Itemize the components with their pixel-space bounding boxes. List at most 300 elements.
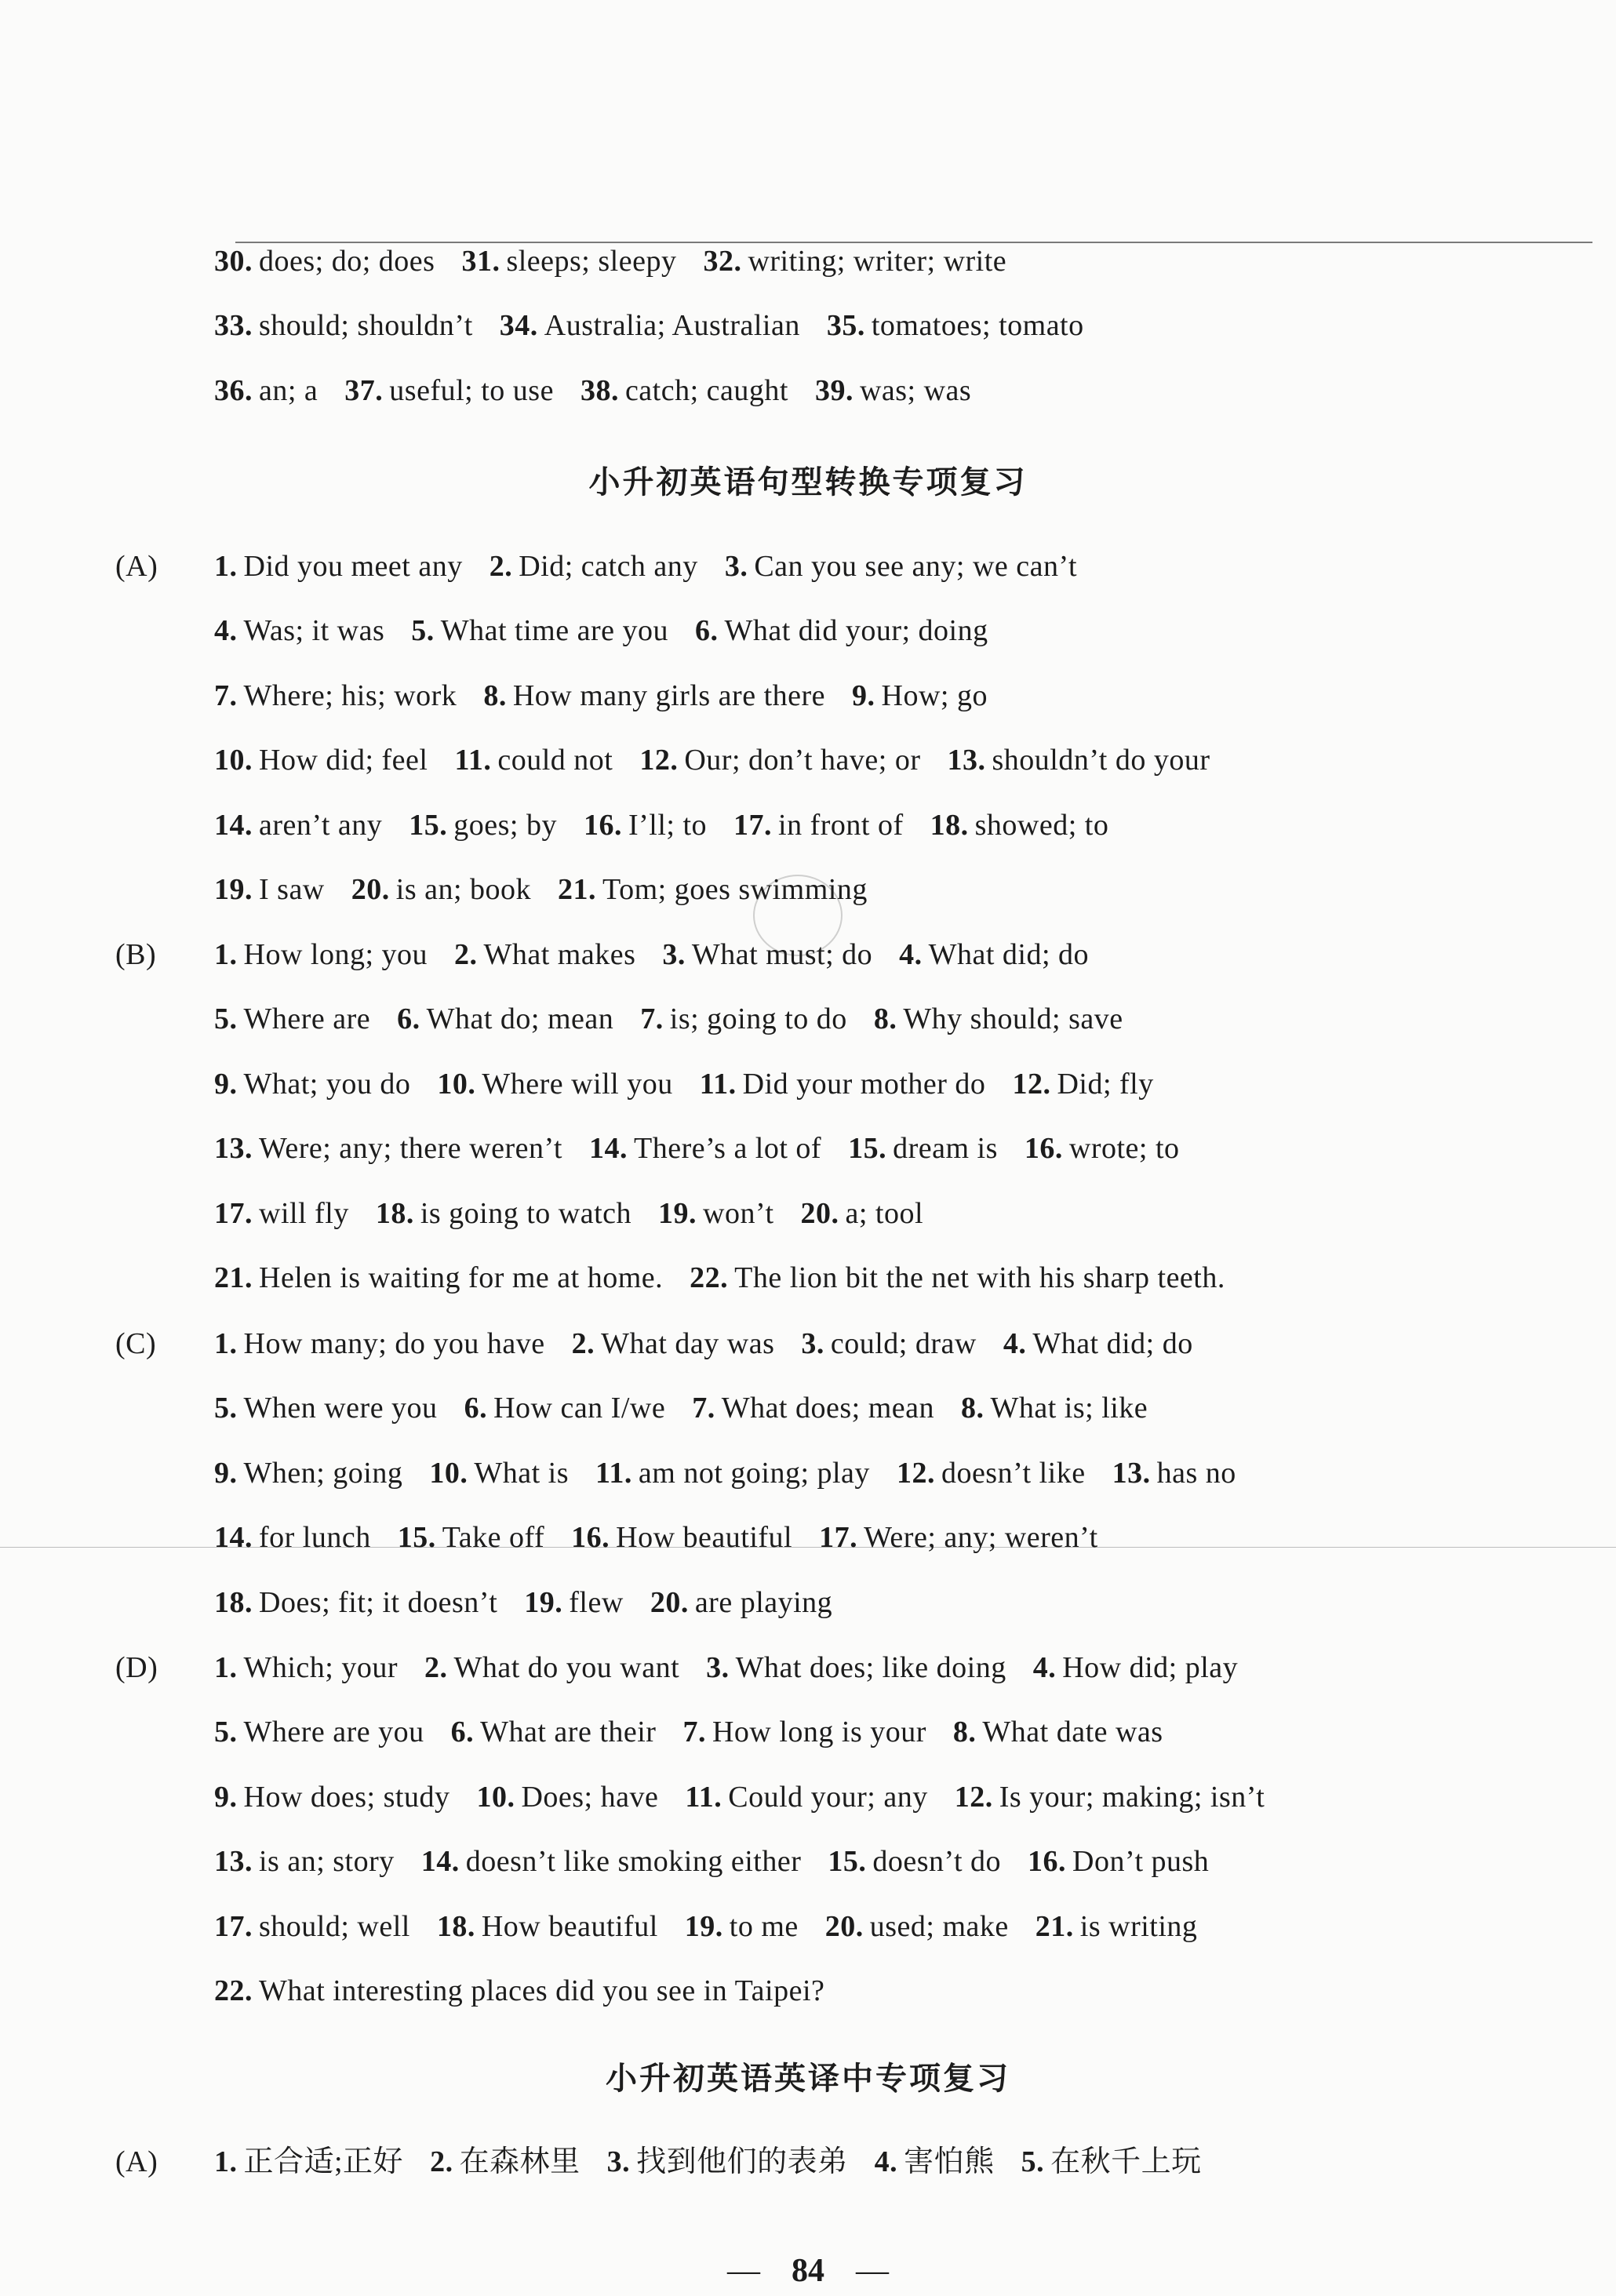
answer-line (214, 242, 1006, 280)
question-number: 10. (214, 744, 253, 777)
answer-text: doesn’t do (872, 1845, 1002, 1879)
question-number: 13. (214, 1132, 253, 1166)
answer-text: Were; any; weren’t (864, 1521, 1098, 1555)
answer-text: writing; writer; write (748, 245, 1007, 278)
answer-item (1035, 1908, 1198, 1945)
answer-item (490, 548, 698, 585)
answer-item (690, 1259, 1225, 1297)
answer-text: is going to watch (420, 1196, 632, 1230)
question-number: 12. (1012, 1067, 1051, 1101)
answer-item (214, 1843, 395, 1880)
answer-item (955, 1778, 1265, 1816)
answer-text: catch; caught (624, 373, 788, 407)
answer-item (815, 372, 971, 409)
question-number: 12. (896, 1456, 935, 1490)
answer-item (454, 741, 613, 779)
answer-item (1003, 1325, 1193, 1363)
answer-item (214, 1195, 349, 1232)
answer-text: was; was (859, 373, 972, 407)
answer-text: Our; don’t have; or (684, 744, 921, 777)
answer-text: won’t (703, 1196, 774, 1230)
answer-item (695, 612, 988, 650)
answer-text: Don’t push (1072, 1845, 1210, 1879)
answer-text: is an; book (395, 873, 532, 906)
answer-text: Were; any; there weren’t (259, 1132, 562, 1166)
section-label: (A) (115, 2145, 158, 2178)
answer-text: is an; story (259, 1845, 395, 1879)
answer-item (650, 1584, 832, 1621)
answer-item (344, 372, 554, 409)
question-number: 14. (214, 808, 253, 842)
answer-item (953, 1713, 1163, 1751)
answer-text: an; a (259, 373, 318, 407)
answer-item (214, 1259, 663, 1297)
answer-text: What day was (601, 1327, 775, 1360)
question-number: 13. (947, 744, 986, 777)
answer-item (376, 1195, 631, 1232)
question-number: 5. (411, 614, 435, 648)
answer-text: What did; do (928, 938, 1090, 971)
answer-item (214, 1778, 449, 1816)
answer-text: I saw (259, 873, 325, 906)
answer-item (1012, 1065, 1153, 1103)
question-number: 6. (694, 614, 719, 648)
answer-item (524, 1584, 624, 1621)
answer-line (214, 1843, 1209, 1880)
answer-text: Tom; goes swimming (602, 873, 868, 906)
answer-text: How can I/we (493, 1392, 666, 1425)
answer-item (214, 1454, 402, 1492)
answer-line (214, 1454, 1236, 1492)
answer-item (825, 1908, 1009, 1945)
answer-text: useful; to use (389, 373, 554, 407)
answer-text: How many girls are there (512, 679, 826, 712)
answer-line (214, 307, 1084, 344)
answer-item (827, 307, 1084, 344)
question-number: 18. (214, 1585, 253, 1619)
answer-item (1028, 1843, 1209, 1880)
question-number: 18. (375, 1196, 414, 1230)
answer-item (897, 1454, 1086, 1492)
answer-item (571, 1519, 792, 1556)
answer-item (421, 1843, 802, 1880)
answer-item (706, 1649, 1006, 1687)
question-number: 7. (682, 1716, 706, 1749)
answer-item (801, 1195, 924, 1232)
answer-line (214, 1584, 832, 1621)
answer-item (692, 1389, 934, 1427)
answer-item (801, 1325, 976, 1363)
question-number: 8. (952, 1716, 977, 1749)
answer-item (685, 1908, 799, 1945)
answer-line (214, 612, 988, 650)
question-number: 36. (214, 373, 253, 407)
answer-text: should; shouldn’t (259, 309, 473, 343)
answer-text: is writing (1079, 1909, 1198, 1943)
question-number: 10. (476, 1780, 515, 1814)
question-number: 21. (558, 873, 597, 906)
answer-item (640, 1000, 847, 1038)
answer-item (703, 242, 1006, 280)
answer-text: sleeps; sleepy (506, 245, 677, 278)
question-number: 16. (1028, 1845, 1067, 1879)
question-number: 12. (954, 1780, 993, 1814)
answer-line (115, 1325, 1193, 1363)
answer-line (214, 1972, 824, 2010)
answer-line (115, 2143, 1202, 2181)
question-number: 16. (571, 1521, 610, 1555)
answer-item (500, 307, 800, 344)
answer-item (430, 2143, 581, 2181)
question-number: 5. (1021, 2145, 1045, 2178)
answer-item (214, 2143, 403, 2181)
answer-item (828, 1843, 1001, 1880)
answer-text: 在森林里 (459, 2145, 581, 2178)
answer-line (214, 1000, 1123, 1038)
question-number: 20. (800, 1196, 839, 1230)
answer-text: How did; play (1062, 1651, 1239, 1684)
answer-item (658, 1195, 773, 1232)
answer-item (1021, 2143, 1202, 2181)
question-number: 21. (1035, 1909, 1074, 1943)
answer-line (214, 1130, 1180, 1167)
answer-text: Which; your (243, 1651, 399, 1684)
question-number: 15. (828, 1845, 867, 1879)
answer-text: What did; do (1032, 1327, 1193, 1360)
answer-text: showed; to (974, 808, 1109, 842)
answer-item (214, 372, 318, 409)
question-number: 1. (214, 1651, 238, 1684)
answer-text: What time are you (440, 614, 668, 648)
answer-text: How does; study (243, 1780, 450, 1814)
answer-text: What are their (480, 1716, 657, 1749)
answer-line (214, 372, 971, 409)
answer-text: What interesting places did you see in Taipei? (259, 1974, 825, 2007)
answer-text: What do you want (453, 1651, 680, 1684)
question-number: 8. (961, 1392, 985, 1425)
answer-text: Did; catch any (519, 550, 698, 583)
answer-item (1033, 1649, 1238, 1687)
answer-text: How beautiful (481, 1909, 658, 1943)
question-number: 37. (344, 373, 384, 407)
answer-item (411, 612, 668, 650)
answer-item (848, 1130, 998, 1167)
answer-item (214, 548, 463, 585)
answer-text: Did you meet any (243, 550, 463, 583)
question-number: 17. (214, 1196, 253, 1230)
answer-text: to me (729, 1909, 799, 1943)
answer-text: Was; it was (243, 614, 385, 648)
answer-item (214, 806, 382, 844)
answer-item (214, 1519, 371, 1556)
answer-text: doesn’t like (941, 1456, 1086, 1490)
answer-item (397, 1000, 613, 1038)
answer-line (214, 1065, 1154, 1103)
question-number: 13. (1112, 1456, 1151, 1490)
question-number: 6. (397, 1002, 420, 1036)
answer-text: How; go (881, 679, 988, 712)
answer-text: is; going to do (669, 1002, 847, 1036)
answer-item (558, 871, 868, 908)
question-number: 16. (584, 808, 622, 842)
answer-item (214, 936, 428, 973)
question-number: 11. (595, 1456, 632, 1490)
answer-text: Australia; Australian (544, 309, 800, 343)
question-number: 17. (214, 1909, 253, 1943)
answer-item (214, 1972, 824, 2010)
answer-item (874, 1000, 1123, 1038)
answer-text: aren’t any (259, 808, 383, 842)
section-label: (D) (115, 1651, 158, 1684)
answer-item (214, 1389, 438, 1427)
answer-item (214, 1584, 497, 1621)
answer-text: When were you (243, 1392, 438, 1425)
answer-item (454, 936, 635, 973)
question-number: 3. (724, 550, 748, 583)
answer-item (214, 242, 435, 280)
answer-text: How many; do you have (243, 1327, 545, 1360)
question-number: 10. (429, 1456, 468, 1490)
answer-text: There’s a lot of (634, 1132, 822, 1166)
question-number: 15. (848, 1132, 887, 1166)
answer-text: How long is your (712, 1716, 926, 1749)
answer-item (725, 548, 1077, 585)
answer-text: could not (497, 744, 613, 777)
answer-text: Where are (243, 1002, 371, 1036)
question-number: 9. (214, 1456, 238, 1490)
answer-text: What makes (483, 938, 636, 971)
answer-line (115, 1649, 1239, 1687)
answer-text: What date was (982, 1716, 1163, 1749)
answer-line (214, 1908, 1197, 1945)
answer-item (581, 372, 788, 409)
question-number: 4. (214, 614, 238, 648)
answer-text: dream is (893, 1132, 998, 1166)
answer-text: will fly (259, 1196, 349, 1230)
question-number: 14. (214, 1521, 253, 1555)
answer-item (1025, 1130, 1180, 1167)
question-number: 30. (214, 245, 253, 278)
answer-item (351, 871, 531, 908)
answer-item (461, 242, 676, 280)
answer-item (595, 1454, 870, 1492)
answer-text: Does; have (521, 1780, 659, 1814)
answer-text: What; you do (243, 1067, 411, 1101)
answer-text: When; going (243, 1456, 403, 1490)
answer-text: What do; mean (426, 1002, 614, 1036)
question-number: 4. (1032, 1651, 1057, 1684)
answer-item (589, 1130, 821, 1167)
answer-text: Where; his; work (243, 679, 457, 712)
question-number: 32. (703, 245, 742, 278)
question-number: 8. (873, 1002, 897, 1036)
answer-item (214, 1713, 424, 1751)
answer-item (429, 1454, 569, 1492)
page-number: — 84 — (727, 2253, 889, 2289)
question-number: 3. (706, 1651, 730, 1684)
answer-item (464, 1389, 666, 1427)
answer-item (214, 1325, 545, 1363)
answer-item (424, 1649, 679, 1687)
question-number: 2. (571, 1327, 595, 1360)
answer-text: flew (569, 1585, 624, 1619)
answer-text: wrote; to (1068, 1132, 1180, 1166)
question-number: 9. (214, 1780, 238, 1814)
answer-text: How did; feel (259, 744, 428, 777)
question-number: 4. (874, 2145, 898, 2178)
answer-text: doesn’t like smoking either (465, 1845, 802, 1879)
question-number: 3. (801, 1327, 824, 1360)
answer-item (700, 1065, 986, 1103)
answer-item (930, 806, 1109, 844)
section-label: (A) (115, 550, 158, 583)
answer-item (572, 1325, 775, 1363)
answer-text: Why should; save (903, 1002, 1123, 1036)
question-number: 14. (589, 1132, 628, 1166)
question-number: 1. (214, 1327, 238, 1360)
answer-line (214, 1389, 1148, 1427)
answer-item (819, 1519, 1098, 1556)
question-number: 1. (214, 938, 238, 971)
question-number: 3. (662, 938, 686, 971)
answer-line (214, 1195, 923, 1232)
question-number: 12. (639, 744, 679, 777)
question-number: 39. (814, 373, 853, 407)
question-number: 33. (214, 309, 253, 343)
question-number: 38. (580, 373, 619, 407)
answer-text: Did; fly (1057, 1067, 1154, 1101)
answer-text: Did your mother do (742, 1067, 986, 1101)
answer-item (899, 936, 1089, 973)
answer-item (214, 677, 457, 715)
question-number: 7. (214, 679, 238, 712)
answer-line (214, 741, 1210, 779)
question-number: 11. (699, 1067, 737, 1101)
answer-text: a; tool (845, 1196, 924, 1230)
question-number: 5. (214, 1716, 238, 1749)
answer-item (398, 1519, 544, 1556)
question-number: 2. (430, 2145, 453, 2178)
answer-text: The lion bit the net with his sharp teeth. (734, 1261, 1225, 1294)
section-label: (B) (115, 938, 157, 971)
question-number: 22. (690, 1261, 729, 1294)
answer-line (214, 1713, 1163, 1751)
answer-item (214, 307, 473, 344)
question-number: 19. (214, 873, 253, 906)
question-number: 21. (214, 1261, 253, 1294)
answer-item (214, 612, 384, 650)
answer-line (214, 677, 988, 715)
question-number: 22. (214, 1974, 253, 2007)
answer-item (214, 1000, 370, 1038)
answer-text: 害怕熊 (904, 2145, 995, 2178)
question-number: 17. (733, 808, 773, 842)
question-number: 34. (499, 309, 538, 343)
question-number: 6. (450, 1716, 475, 1749)
answer-item (662, 936, 872, 973)
answer-text: What did your; doing (724, 614, 988, 648)
answer-item (409, 806, 557, 844)
answer-text: I’ll; to (628, 808, 708, 842)
question-number: 8. (483, 679, 507, 712)
answer-item (483, 677, 825, 715)
answer-text: in front of (778, 808, 904, 842)
question-number: 2. (489, 550, 513, 583)
answer-text: Could your; any (728, 1780, 928, 1814)
answer-item (214, 1908, 410, 1945)
answer-text: Where are you (243, 1716, 424, 1749)
question-number: 9. (214, 1067, 238, 1101)
question-number: 6. (464, 1392, 488, 1425)
question-number: 7. (640, 1002, 664, 1036)
answer-text: goes; by (453, 808, 557, 842)
answer-line (214, 1778, 1265, 1816)
answer-text: What must; do (691, 938, 873, 971)
answer-text: How long; you (243, 938, 428, 971)
question-number: 19. (684, 1909, 723, 1943)
answer-text: 找到他们的表弟 (636, 2145, 848, 2178)
question-number: 20. (650, 1585, 689, 1619)
question-number: 15. (409, 808, 448, 842)
question-number: 3. (606, 2145, 631, 2178)
question-number: 31. (461, 245, 500, 278)
answer-item (214, 1649, 398, 1687)
answer-item (961, 1389, 1148, 1427)
answer-item (214, 741, 428, 779)
answer-text: could; draw (830, 1327, 977, 1360)
answer-item (733, 806, 904, 844)
answer-text: has no (1156, 1456, 1236, 1490)
question-number: 5. (214, 1392, 238, 1425)
question-number: 2. (424, 1651, 448, 1684)
question-number: 19. (658, 1196, 697, 1230)
question-number: 7. (692, 1392, 715, 1425)
answer-line (214, 1519, 1098, 1556)
answer-text: am not going; play (638, 1456, 870, 1490)
answer-item (214, 871, 325, 908)
answer-text: used; make (869, 1909, 1009, 1943)
answer-item (875, 2143, 995, 2181)
question-number: 11. (685, 1780, 722, 1814)
answer-text: for lunch (259, 1521, 371, 1555)
answer-item (437, 1065, 672, 1103)
question-number: 20. (824, 1909, 864, 1943)
question-number: 9. (852, 679, 875, 712)
answer-text: should; well (259, 1909, 410, 1943)
question-number: 20. (351, 873, 390, 906)
question-number: 15. (397, 1521, 436, 1555)
answer-text: Take off (442, 1521, 545, 1555)
answer-text: What does; like doing (735, 1651, 1006, 1684)
answer-text: Helen is waiting for me at home. (259, 1261, 664, 1294)
question-number: 5. (214, 1002, 238, 1036)
answer-text: does; do; does (259, 245, 435, 278)
page-number-value: 84 (792, 2253, 824, 2289)
answer-line (214, 806, 1108, 844)
answer-text: are playing (694, 1585, 833, 1619)
answer-item (607, 2143, 848, 2181)
question-number: 2. (454, 938, 478, 971)
answer-item (584, 806, 707, 844)
answer-line (115, 936, 1090, 973)
question-number: 1. (214, 2145, 238, 2178)
answer-item (1112, 1454, 1236, 1492)
answer-item (451, 1713, 657, 1751)
question-number: 17. (819, 1521, 858, 1555)
question-number: 1. (214, 550, 238, 583)
answer-item (437, 1908, 658, 1945)
answer-text: What is (474, 1456, 569, 1490)
